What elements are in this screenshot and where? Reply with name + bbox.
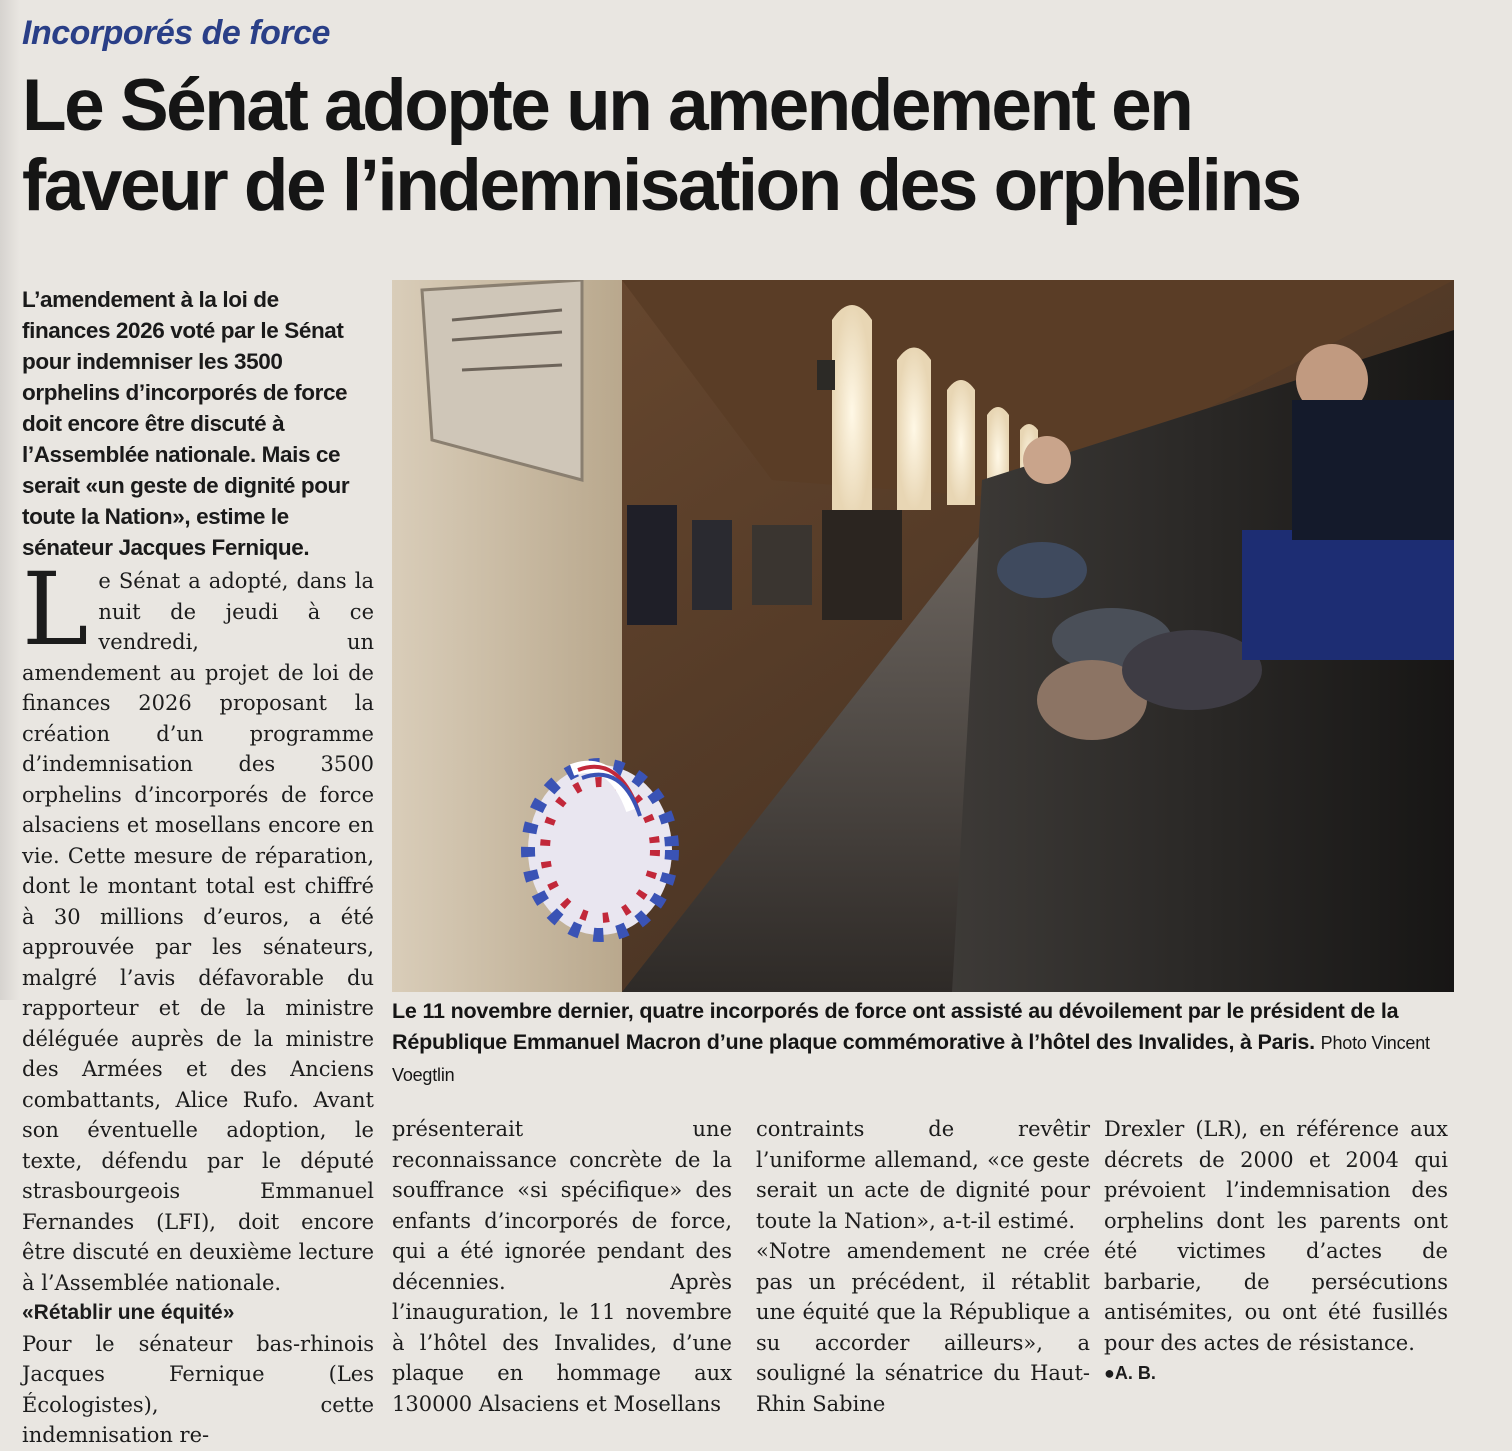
article-column-1 xyxy=(22,551,374,1451)
news-photo xyxy=(392,280,1454,992)
headline xyxy=(22,66,1492,226)
headline-line-2: faveur de l’indemnisation des orphelins xyxy=(22,145,1300,226)
article-paragraph-1: e Sénat a adopté, dans la nuit de jeudi à ce vendredi, un amendement au projet de loi de finances 2026 proposant la création d’un programme d’indemnisation des 3500 orphelins d’incorporés de force alsaciens et mosellans encore en vie. Cette mesure de réparation, dont le montant total est chiffré à 30 millions d’euros, a été approuvée par les sénateurs, malgré l’avis défavorable du rapporteur et de la ministre déléguée auprès de la ministre des Armées et des Anciens combattants, Alice Rufo. Avant son éventuelle adoption, le texte, défendu par le député strasbourgeois Emmanuel Fernandes (LFI), doit encore être discuté en deuxième lecture à l’Assemblée nationale. xyxy=(22,569,374,1295)
author-signature: ●A. B. xyxy=(1104,1363,1156,1383)
headline-line-1: Le Sénat adopte un amendement en xyxy=(22,65,1192,146)
photo-caption xyxy=(392,996,1452,1091)
article-paragraph-2: Pour le sénateur bas-rhinois Jacques Fernique (Les Écologistes), cette indemnisation re- xyxy=(22,1331,374,1447)
photo-invalides-ceremony xyxy=(392,280,1454,992)
photo-credit: Photo Vincent Voegtlin xyxy=(392,1033,1430,1085)
article-column-2 xyxy=(392,1114,732,1419)
kicker: Incorporés de force xyxy=(22,14,330,52)
article-paragraph-5: «Notre amendement ne crée pas un précédent, il rétablit une équité que la République a su accorder ailleurs», a souligné la sénatrice du Haut-Rhin Sabine xyxy=(756,1239,1090,1416)
drop-cap: L xyxy=(22,551,89,668)
article-lead: L’amendement à la loi de finances 2026 voté par le Sénat pour indemniser les 3500 orphelins d’incorporés de force doit encore être discuté à l’Assemblée nationale. Mais ce serait «un geste de dignité pour toute la Nation», estime le sénateur Jacques Fernique. xyxy=(22,287,350,560)
caption-text: Le 11 novembre dernier, quatre incorporés de force ont assisté au dévoilement par le président de la République Emmanuel Macron d’une plaque commémorative à l’hôtel des Invalides, à Paris. xyxy=(392,999,1399,1054)
article-column-4 xyxy=(1104,1114,1448,1389)
article-column-3 xyxy=(756,1114,1090,1419)
article-subhead: «Rétablir une équité» xyxy=(22,1301,235,1324)
page-edge-shadow xyxy=(0,0,20,1000)
article-paragraph-4: contraints de revêtir l’uniforme allemand, «ce geste serait un acte de dignité pour toute la Nation», a-t-il estimé. xyxy=(756,1117,1090,1233)
article-paragraph-3: présenterait une reconnaissance concrète de la souffrance «si spécifique» des enfants d’incorporés de force, qui a été ignorée pendant des décennies. Après l’inauguration, le 11 novembre à l’hôtel des Invalides, d’une plaque en hommage aux 130000 Alsaciens et Mosellans xyxy=(392,1117,732,1416)
article-paragraph-6: Drexler (LR), en référence aux décrets de 2000 et 2004 qui prévoient l’indemnisation des orphelins dont les parents ont été victimes d’actes de barbarie, de persécutions antisémites, ou ont été fusillés pour des actes de résistance. xyxy=(1104,1117,1448,1355)
